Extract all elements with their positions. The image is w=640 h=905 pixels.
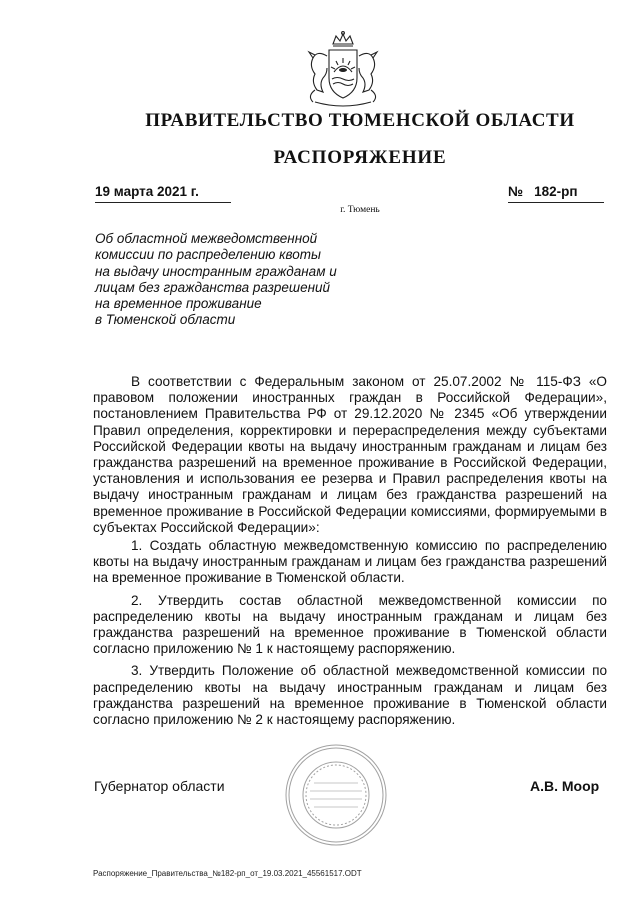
tyumen-coat-of-arms-icon [293, 30, 393, 110]
government-title: ПРАВИТЕЛЬСТВО ТЮМЕНСКОЙ ОБЛАСТИ [145, 110, 575, 131]
body-item-1: 1. Создать областную межведомственную комиссию по распределению квоты на выдачу иностранным гражданам и лицам без гражданства разрешений на временное проживание в Тюменской области. [93, 538, 607, 586]
official-seal-icon [284, 743, 388, 847]
signer-title: Губернатор области [94, 778, 225, 794]
document-subject [95, 231, 365, 329]
signer-name: А.В. Моор [530, 778, 600, 794]
document-type-title: РАСПОРЯЖЕНИЕ [273, 147, 447, 168]
subject-line: на временное проживание [95, 296, 262, 312]
subject-line: на выдачу иностранным гражданам и [95, 263, 337, 279]
document-filename: Распоряжение_Правительства_№182-рп_от_19.03.2021_45561517.ODT [93, 869, 362, 878]
document-body [93, 374, 607, 734]
document-date [95, 184, 231, 203]
number-sign: № [508, 184, 524, 199]
document-date-text: 19 марта 2021 г. [95, 184, 199, 199]
subject-line: комиссии по распределению квоты [95, 247, 321, 263]
subject-line: лицам без гражданства разрешений [95, 279, 331, 295]
body-preamble: В соответствии с Федеральным законом от 25.07.2002 № 115-ФЗ «О правовом положении иностранных граждан в Российской Федерации», постановлением Правительства РФ от 29.12.2020 № 2345 «Об утверждении Правил определения, корректировки и перераспределения между субъектами Российской Федерации квоты на выдачу иностранным гражданам и лицам без гражданства разрешений на временное проживание в Российской Федерации, установления и использования ее резерва и Правил распределения квоты на выдачу иностранным гражданам и лицам без гражданства разрешений на временное проживание в Российской Федерации комиссиями, формируемыми в субъектах Российской Федерации»: [93, 374, 607, 535]
subject-line: в Тюменской области [95, 312, 236, 328]
body-item-2: 2. Утвердить состав областной межведомственной комиссии по распределению квоты на выдачу иностранным гражданам и лицам без гражданства разрешений на временное проживание в Тюменской области согласно приложению № 1 к настоящему распоряжению. [93, 592, 607, 657]
body-item-3: 3. Утвердить Положение об областной межведомственной комиссии по распределению квоты на выдачу иностранным гражданам и лицам без гражданства разрешений на временное проживание в Тюменской области согласно приложению № 2 к настоящему распоряжению. [93, 663, 607, 728]
document-number-text: 182-рп [534, 184, 578, 199]
document-city: г. Тюмень [340, 205, 380, 215]
document-number [508, 184, 604, 203]
subject-line: Об областной межведомственной [95, 231, 318, 246]
